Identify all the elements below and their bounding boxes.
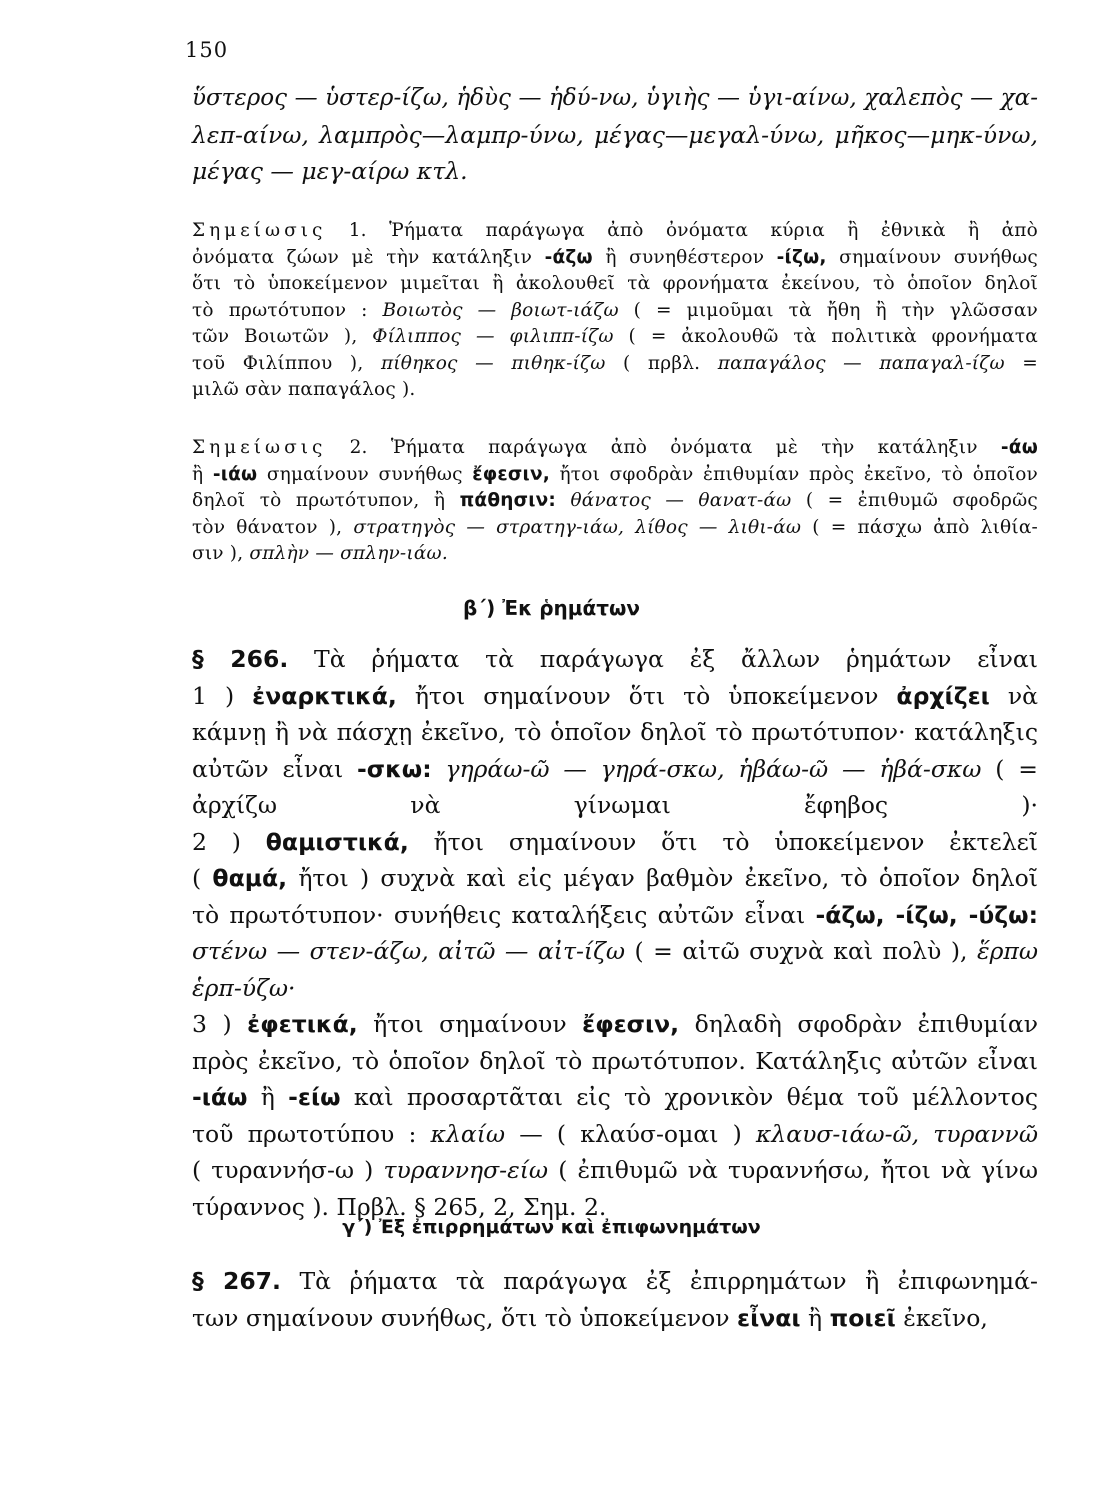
- text-line: [192, 641, 1038, 678]
- text-run: τὸ πρωτότυπον· συνήθεις καταλήξεις αὐτῶν εἶναι: [192, 900, 816, 929]
- text-line: [192, 541, 1038, 568]
- text-run: Σημείωσις: [192, 220, 327, 241]
- text-line: [192, 933, 1038, 970]
- text-line: [192, 678, 1038, 715]
- section-heading-b: β΄) Ἐκ ῥημάτων: [462, 596, 641, 620]
- text-run: Τὰ ῥήματα τὰ παράγωγα ἐξ ἄλλων ῥημάτων εἶναι: [288, 645, 1038, 673]
- text-run: ( = ἐπιθυμῶ σφοδρῶς: [791, 490, 1038, 511]
- text-run: καὶ προσαρτᾶται εἰς τὸ χρονικὸν θέμα τοῦ μέλλοντος: [340, 1083, 1038, 1111]
- text-run: δηλοῖ τὸ πρωτότυπον, ἢ: [192, 490, 460, 511]
- bold-term: -είω: [288, 1083, 341, 1111]
- note-2: [192, 435, 1038, 568]
- example-word: παπαγάλος — παπαγαλ-ίζω: [717, 352, 1005, 374]
- text-line: [192, 1152, 1038, 1189]
- bold-term: -ίζω,: [776, 246, 827, 268]
- example-word: τυραννησ-είω: [383, 1156, 549, 1184]
- text-line: [192, 218, 1038, 245]
- text-line: [192, 462, 1038, 489]
- text-run: ( ἐπιθυμῶ νὰ τυραννήσω, ἤτοι νὰ γίνω: [548, 1156, 1039, 1184]
- text-run: πρὸς ἐκεῖνο, τὸ ὁποῖον δηλοῖ τὸ πρωτότυπον. Κατάληξις αὐτῶν εἶναι: [192, 1046, 1038, 1075]
- text-line: [192, 751, 1038, 788]
- text-line: [192, 824, 1038, 861]
- text-run: ἤτοι σημαίνουν: [357, 1010, 583, 1038]
- bold-term: ἔφεσιν,: [472, 463, 550, 485]
- text-run: Σημείωσις: [192, 437, 327, 458]
- text-line: [192, 435, 1038, 462]
- section-heading-c: γ΄) Ἐξ ἐπιρρημάτων καὶ ἐπιφωνημάτων: [342, 1216, 761, 1238]
- text-line: [192, 515, 1038, 542]
- text-line: [192, 298, 1038, 325]
- example-word: σπλὴν — σπλην-ιάω.: [249, 543, 448, 564]
- text-line: [192, 714, 1038, 751]
- text-run: ἢ: [800, 1303, 830, 1332]
- text-run: τοῦ πρωτοτύπου :: [192, 1119, 431, 1148]
- text-run: ἢ συνηθέστερον: [592, 246, 777, 268]
- text-run: 1 ): [192, 681, 253, 710]
- bold-term: -σκω:: [357, 754, 432, 783]
- text-line: [192, 1116, 1038, 1153]
- bold-term: -άζω, -ίζω, -ύζω:: [815, 900, 1038, 929]
- text-line: μέγας — μεγ-αίρω κτλ.: [192, 157, 468, 185]
- bold-term: ἀρχίζει: [896, 681, 990, 710]
- text-run: τὸ πρωτότυπον :: [192, 299, 383, 321]
- text-run: ἢ: [192, 463, 213, 485]
- bold-term: -ιάω: [212, 463, 258, 485]
- bold-term: θαμά,: [212, 864, 288, 892]
- text-run: κάμνῃ ἢ νὰ πάσχῃ ἐκεῖνο, τὸ ὁποῖον δηλοῖ τὸ πρωτότυπον· κατάληξις: [192, 718, 1038, 746]
- example-word: στένω — στεν-άζω, αἰτῶ — αἰτ-ίζω: [192, 937, 626, 965]
- example-word: ἑρπ-ύζω·: [192, 973, 296, 1002]
- text-run: τοῦ Φιλίππου ),: [192, 352, 381, 374]
- bold-term: -άω: [1000, 437, 1038, 458]
- text-line: [192, 970, 1038, 1007]
- example-word: στρατηγὸς — στρατηγ-ιάω, λίθος — λιθι-άω: [353, 516, 802, 538]
- text-run: ( = πάσχω ἀπὸ λιθία-: [801, 516, 1038, 538]
- text-run: ( πρβλ.: [605, 352, 718, 374]
- text-line: [192, 860, 1038, 897]
- text-line: [192, 324, 1038, 351]
- text-run: τῶν Βοιωτῶν ),: [192, 326, 373, 347]
- text-run: ὀνόματα ζώων μὲ τὴν κατάληξιν: [192, 246, 545, 268]
- text-run: σημαίνουν συνήθως: [257, 463, 473, 485]
- text-run: Τὰ ῥήματα τὰ παράγωγα ἐξ ἐπιρρημάτων ἢ ἐπιφωνημά-: [280, 1267, 1038, 1295]
- example-word: Βοιωτὸς — βοιωτ-ιάζω: [382, 299, 619, 321]
- bold-term: ἔφεσιν,: [582, 1010, 680, 1038]
- bold-term: ἐφετικά,: [247, 1010, 358, 1038]
- text-run: [432, 755, 446, 783]
- text-line: λεπ-αίνω, λαμπρὸς—λαμπρ-ύνω, μέγας—μεγαλ-ύνω, μῆκος—μηκ-ύνω,: [192, 120, 1038, 149]
- text-run: =: [1004, 352, 1038, 374]
- text-run: ἤτοι σφοδρὰν ἐπιθυμίαν πρὸς ἐκεῖνο, τὸ ὁποῖον: [549, 463, 1039, 485]
- text-run: 3 ): [192, 1010, 248, 1038]
- text-run: τὸν θάνατον ),: [192, 516, 354, 538]
- text-run: ἤτοι σημαίνουν ὅτι τὸ ὑποκείμενον: [396, 681, 897, 710]
- text-line: [192, 245, 1038, 272]
- text-run: 2 ): [192, 827, 266, 856]
- example-word: ἕρπω: [976, 937, 1038, 965]
- text-run: 1. Ῥήματα παράγωγα ἀπὸ ὀνόματα κύρια ἢ ἐθνικὰ ἢ ἀπὸ: [326, 220, 1038, 241]
- text-line: [192, 377, 1038, 404]
- section-267: [192, 1263, 1038, 1336]
- bold-term: § 266.: [192, 645, 289, 673]
- page-number: 150: [185, 38, 229, 62]
- text-line: ὕστερος — ὑστερ-ίζω, ἡδὺς — ἡδύ-νω, ὑγιὴς — ὑγι-αίνω, χαλεπὸς — χα-: [192, 85, 1038, 111]
- text-line: [192, 1300, 1038, 1337]
- text-run: ἢ: [247, 1083, 289, 1111]
- bold-term: θαμιστικά,: [265, 827, 409, 856]
- bold-term: πάθησιν:: [459, 490, 557, 511]
- text-run: των σημαίνουν συνήθως, ὅτι τὸ ὑποκείμενον: [192, 1303, 738, 1332]
- text-run: ( = αἰτῶ συχνὰ καὶ πολὺ ),: [625, 937, 977, 965]
- example-word: γηράω-ῶ — γηρά-σκω, ἡβάω-ῶ — ἡβά-σκω: [445, 754, 982, 783]
- text-run: νὰ: [989, 681, 1038, 710]
- section-266: [192, 641, 1038, 1225]
- text-line: [192, 787, 1038, 824]
- text-run: ἀρχίζω νὰ γίνωμαι ἔφηβος )·: [192, 791, 1038, 819]
- text-run: ἤτοι σημαίνουν ὅτι τὸ ὑποκείμενον ἐκτελεῖ: [408, 827, 1039, 856]
- text-line: [192, 351, 1038, 378]
- bold-term: -ιάω: [192, 1083, 248, 1111]
- text-line: [192, 1079, 1038, 1116]
- text-run: ( = ἀκολουθῶ τὰ πολιτικὰ φρονήματα: [613, 326, 1038, 347]
- text-line: [192, 271, 1038, 298]
- text-run: ἤτοι ) συχνὰ καὶ εἰς μέγαν βαθμὸν ἐκεῖνο, τὸ ὁποῖον δηλοῖ: [287, 864, 1038, 892]
- text-run: ( =: [981, 754, 1038, 783]
- example-word: κλαυσ-ιάω-ῶ, τυραννῶ: [755, 1119, 1039, 1148]
- text-run: δηλαδὴ σφοδρὰν ἐπιθυμίαν: [679, 1010, 1038, 1038]
- text-run: σιν ),: [192, 543, 250, 564]
- text-run: ἐκεῖνο,: [895, 1303, 988, 1332]
- bold-term: εἶναι: [737, 1303, 801, 1332]
- text-line: [192, 897, 1038, 934]
- example-word: θάνατος — θανατ-άω: [570, 490, 792, 511]
- note-1: [192, 218, 1038, 404]
- example-word: κλαίω: [430, 1119, 506, 1148]
- text-line: [192, 1006, 1038, 1043]
- intro-examples: [192, 80, 1038, 190]
- text-run: ( τυραννήσ-ω ): [192, 1156, 384, 1184]
- text-run: σημαίνουν συνήθως: [826, 246, 1038, 268]
- bold-term: § 267.: [192, 1267, 281, 1295]
- text-run: — ( κλαύσ-ομαι ): [505, 1119, 756, 1148]
- text-run: μιλῶ σὰν παπαγάλος ).: [192, 379, 416, 400]
- text-run: (: [192, 864, 213, 892]
- text-line: [192, 488, 1038, 515]
- text-line: [192, 1043, 1038, 1080]
- text-run: αὐτῶν εἶναι: [192, 754, 358, 783]
- bold-term: -άζω: [544, 246, 593, 268]
- example-word: πίθηκος — πιθηκ-ίζω: [380, 352, 606, 374]
- text-run: ὅτι τὸ ὑποκείμενον μιμεῖται ἢ ἀκολουθεῖ τὰ φρονήματα ἐκείνου, τὸ ὁποῖον δηλοῖ: [192, 273, 1038, 294]
- text-line: [192, 1263, 1038, 1300]
- text-run: 2. Ῥήματα παράγωγα ἀπὸ ὀνόματα μὲ τὴν κατάληξιν: [326, 437, 1001, 458]
- bold-term: ἐναρκτικά,: [252, 681, 397, 710]
- example-word: Φίλιππος — φιλιππ-ίζω: [372, 326, 614, 347]
- text-run: ( = μιμοῦμαι τὰ ἤθη ἢ τὴν γλῶσσαν: [618, 299, 1039, 321]
- bold-term: ποιεῖ: [829, 1303, 896, 1332]
- text-run: τύραννος ). Πρβλ. § 265, 2, Σημ. 2.: [192, 1192, 607, 1221]
- text-run: [556, 490, 570, 511]
